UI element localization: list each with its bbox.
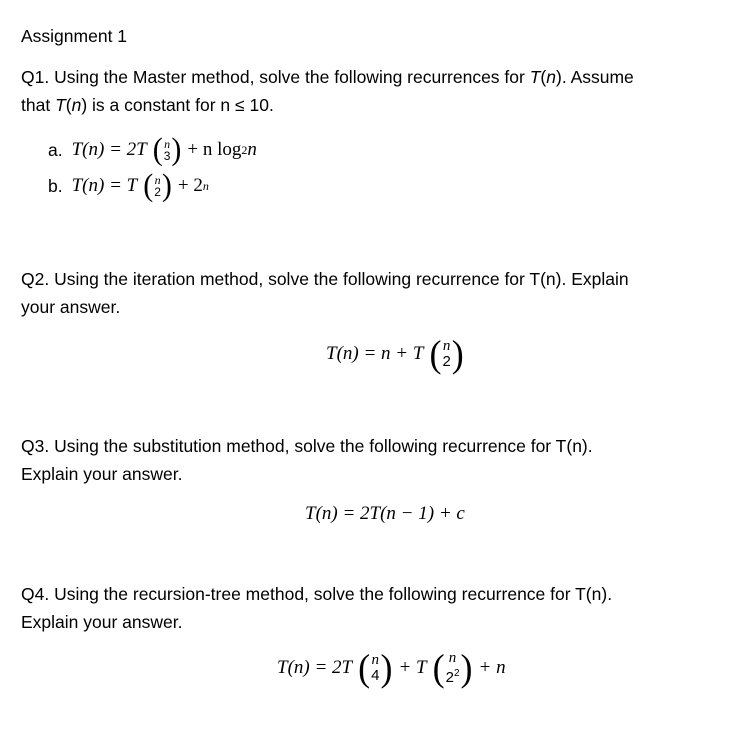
q1-item-b-rhs: + 2 — [177, 175, 203, 196]
q1-item-a-lhs: T(n) = 2T — [71, 139, 147, 160]
q1-item-a-rhs: + n log — [187, 139, 242, 160]
q3-line-2: Explain your answer. — [21, 464, 183, 484]
q1-item-a-log-base: 2 — [241, 142, 248, 157]
q1-item-b-label: b. — [48, 175, 63, 196]
q4-eq-plus-t: + T — [398, 657, 427, 678]
q4-equation: T(n) = 2T ( n 4 ) + T ( n $2^2$ ) + n — [277, 647, 506, 689]
q4-line-2: Explain your answer. — [21, 612, 183, 632]
q1-item-b-fraction: n 2 — [154, 173, 161, 199]
q4-line-1: Q4. Using the recursion-tree method, solve the following recurrence for T(n). — [21, 584, 613, 604]
q1-prefix: Q1. Using the Master method, solve the following recurrences for — [21, 67, 530, 87]
q2-line-1: Q2. Using the iteration method, solve the following recurrence for T(n). Explain — [21, 269, 629, 289]
q4-eq-end: + n — [478, 657, 506, 678]
q1-line-1: Q1. Using the Master method, solve the following recurrences for T(n). Assume — [21, 67, 634, 87]
q4-eq-lhs: T(n) = 2T — [277, 657, 353, 678]
q1-item-a: a. T(n) = 2T ( n 3 ) + n log 2 n — [48, 132, 257, 167]
q1-suffix: . Assume — [561, 67, 634, 87]
q1-item-a-label: a. — [48, 139, 63, 160]
q3-line-1: Q3. Using the substitution method, solve the following recurrence for T(n). — [21, 436, 593, 456]
q1-tn: T — [529, 67, 541, 87]
q1-line2-rest: is a constant for n ≤ 10. — [87, 95, 274, 115]
q2-line-2: your answer. — [21, 297, 121, 317]
q4-eq-fraction-2: n $2^2$ — [445, 650, 460, 686]
q2-eq-lhs: T(n) = n + T — [326, 343, 424, 364]
q3-eq: T(n) = 2T(n − 1) + c — [305, 503, 465, 524]
q3-equation — [305, 503, 465, 525]
q1-item-b-lhs: T(n) = T — [71, 175, 138, 196]
q1-item-a-fraction: n 3 — [163, 137, 171, 163]
q1-line-2: that T(n) is a constant for n ≤ 10. — [21, 95, 274, 115]
q4-eq-fraction-1: n 4 — [371, 652, 380, 684]
q1-item-b: b. T(n) = T ( n 2 ) + 2 n — [48, 168, 209, 203]
q2-eq-fraction: n 2 — [442, 338, 451, 370]
q1-line2-that: that — [21, 95, 56, 115]
q1-item-b-exponent: n — [202, 178, 209, 193]
document-title: Assignment 1 — [21, 26, 128, 46]
q1-item-a-rhs-end: n — [247, 139, 257, 160]
q2-equation: T(n) = n + T ( n 2 ) — [326, 333, 464, 375]
